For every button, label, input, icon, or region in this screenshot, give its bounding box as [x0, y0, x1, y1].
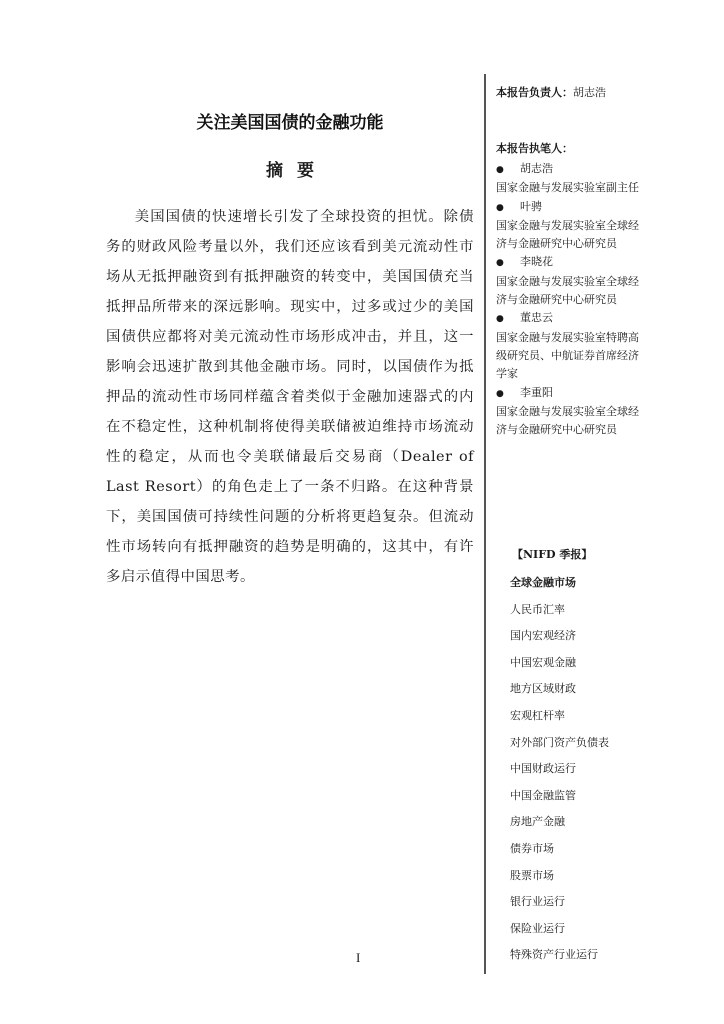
- nifd-item: 国内宏观经济: [510, 629, 576, 643]
- author-affiliation: 国家金融与发展实验室全球经济与金融研究中心研究员: [496, 218, 639, 251]
- bullet-icon: ●: [496, 202, 504, 213]
- bullet-icon: ●: [496, 258, 504, 269]
- responsible-label: 本报告负责人：: [496, 86, 573, 99]
- author-name: 李重阳: [520, 385, 553, 399]
- nifd-item: 房地产金融: [510, 815, 565, 829]
- nifd-series: [510, 546, 660, 969]
- nifd-item: 特殊资产行业运行: [510, 948, 598, 962]
- authors-list: [496, 160, 646, 439]
- sidebar-divider: [484, 74, 486, 974]
- nifd-item: 中国宏观金融: [510, 655, 576, 669]
- page-number: I: [356, 950, 361, 965]
- authors-label: 本报告执笔人：: [496, 142, 573, 155]
- author-affiliation: 国家金融与发展实验室特聘高级研究员、中航证券首席经济学家: [496, 330, 639, 381]
- bullet-icon: ●: [496, 314, 504, 325]
- nifd-title: 【NIFD 季报】: [512, 548, 593, 561]
- author-affiliation: 国家金融与发展实验室全球经济与金融研究中心研究员: [496, 404, 639, 437]
- author-affiliation: 国家金融与发展实验室副主任: [496, 181, 639, 195]
- author-item: [496, 253, 646, 309]
- responsible-name: 胡志浩: [573, 86, 606, 99]
- bullet-icon: ●: [496, 388, 504, 399]
- page-title: 关注美国国债的金融功能: [196, 113, 384, 133]
- nifd-list: [510, 570, 660, 969]
- author-name: 胡志浩: [520, 162, 553, 175]
- report-responsible: [496, 84, 606, 102]
- author-item: [496, 384, 646, 440]
- nifd-item: 全球金融市场: [510, 576, 576, 589]
- nifd-item: 人民币汇率: [510, 602, 565, 616]
- bullet-icon: ●: [496, 165, 504, 175]
- author-name: 李晓花: [520, 255, 553, 269]
- author-name: 董忠云: [520, 311, 553, 325]
- author-item: [496, 198, 646, 254]
- nifd-item: 中国金融监管: [510, 788, 576, 802]
- nifd-item: 债券市场: [510, 841, 554, 855]
- author-item: [496, 160, 646, 198]
- abstract-text: 美国国债的快速增长引发了全球投资的担忧。除债务的财政风险考量以外，我们还应该看到美元流动性市场从无抵押融资到有抵押融资的转变中，美国国债充当抵押品所带来的深远影响。现实中，过多或过少的美国国债供应都将对美元流动性市场形成冲击，并且，这一影响会迅速扩散到其他金融市场。同时，以国债作为抵押品的流动性市场同样蕴含着类似于金融加速器式的内在不稳定性，这种机制将使得美联储被迫维持市场流动性的稳定，从而也令美联储最后交易商（Dealer of Last Resort）的角色走上了一条不归路。在这种背景下，美国国债可持续性问题的分析将更趋复杂。但流动性市场转向有抵押融资的趋势是明确的，这其中，有许多启示值得中国思考。: [106, 209, 474, 585]
- nifd-item: 中国财政运行: [510, 762, 576, 776]
- abstract-heading: 摘要: [266, 161, 328, 181]
- nifd-item: 对外部门资产负债表: [510, 735, 609, 749]
- author-name: 叶骋: [520, 199, 542, 213]
- nifd-item: 宏观杠杆率: [510, 708, 565, 722]
- author-item: [496, 309, 646, 383]
- nifd-item: 保险业运行: [510, 921, 565, 935]
- nifd-item: 银行业运行: [510, 895, 565, 909]
- author-affiliation: 国家金融与发展实验室全球经济与金融研究中心研究员: [496, 274, 639, 307]
- nifd-item: 地方区域财政: [510, 682, 576, 696]
- nifd-item: 股票市场: [510, 868, 554, 882]
